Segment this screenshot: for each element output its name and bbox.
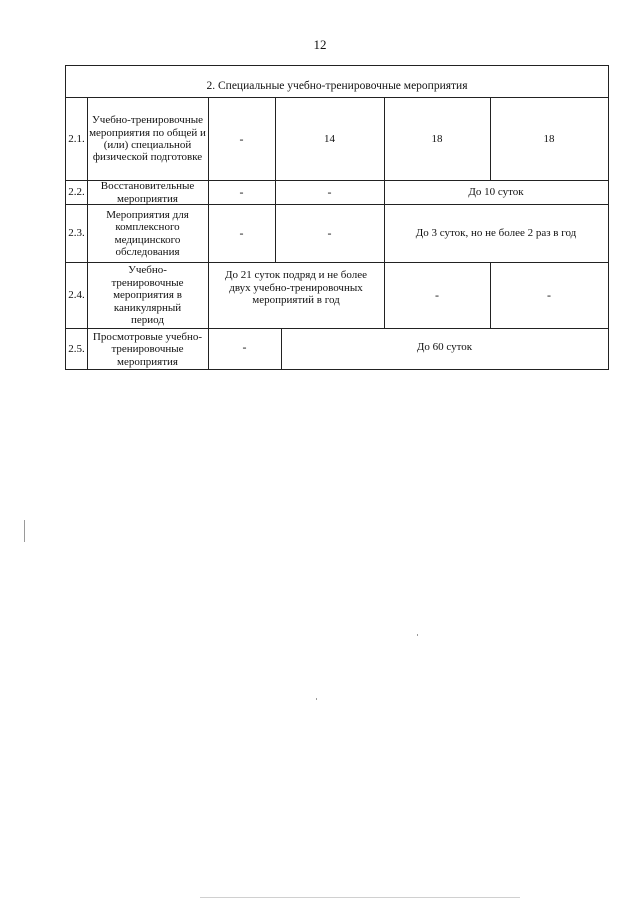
table-cell: - — [239, 226, 244, 241]
table-cell: До 21 суток подряд и не более двух учебно-тренировочных мероприятий в год — [225, 269, 367, 307]
scan-speck — [417, 634, 418, 636]
row-number: 2.2. — [68, 186, 85, 199]
row-name: Мероприятия для комплексного медицинского обследования — [106, 208, 189, 258]
row-name: Учебно-тренировочные мероприятия по общей и (или) специальной физической подготовке — [89, 114, 206, 164]
row-number: 2.1. — [68, 132, 85, 145]
table-cell: 14 — [324, 132, 335, 145]
row-number: 2.5. — [68, 343, 85, 356]
row-number: 2.3. — [68, 227, 85, 240]
table-cell: До 60 суток — [416, 340, 473, 353]
table-cell: - — [327, 226, 332, 241]
table-cell: До 10 суток — [468, 186, 524, 199]
table-cell: - — [435, 288, 439, 303]
table-cell: - — [239, 185, 244, 200]
table-cell: 18 — [431, 132, 443, 145]
scan-speck — [316, 698, 317, 700]
row-name: Учебно-тренировочные мероприятия в каникулярный период — [111, 264, 184, 327]
table-cell: До 3 суток, но не более 2 раз в год — [415, 227, 577, 240]
scan-speck — [24, 520, 25, 542]
table-cell: - — [239, 131, 244, 146]
activities-table — [65, 65, 609, 370]
table-cell: - — [242, 339, 247, 354]
table-cell: - — [327, 185, 332, 200]
row-name: Просмотровые учебно-тренировочные мероприятия — [92, 330, 203, 368]
scan-speck — [200, 897, 520, 898]
page-number: 12 — [313, 37, 327, 52]
section-title: 2. Специальные учебно-тренировочные мероприятия — [206, 79, 468, 92]
row-name: Восстановительные мероприятия — [100, 180, 195, 205]
row-number: 2.4. — [68, 289, 85, 302]
table-cell: - — [547, 288, 551, 303]
table-cell: 18 — [543, 132, 555, 145]
